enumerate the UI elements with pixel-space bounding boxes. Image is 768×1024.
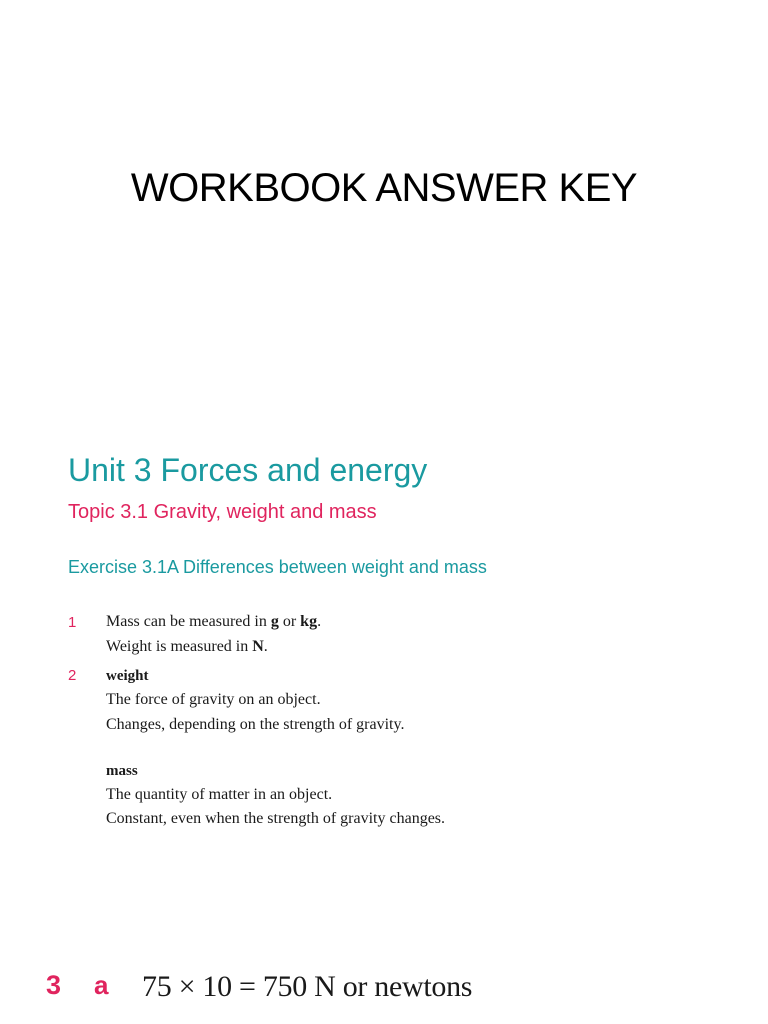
unit-g: g bbox=[270, 613, 279, 630]
exercise-heading: Exercise 3.1A Differences between weight and mass bbox=[68, 557, 487, 577]
question-3a-row bbox=[0, 970, 768, 1010]
term-mass: mass bbox=[106, 763, 138, 779]
unit-n: N bbox=[252, 638, 264, 655]
question-3a-answer: 75 × 10 = 750 N or newtons bbox=[142, 970, 473, 1003]
answer-text: Weight is measured in bbox=[106, 638, 253, 655]
question-number-3: 3 bbox=[46, 970, 62, 1000]
unit-kg: kg bbox=[300, 613, 318, 630]
answer-text: . bbox=[317, 613, 322, 630]
answer-text: . bbox=[263, 638, 268, 655]
answer-text: Mass can be measured in bbox=[106, 613, 271, 630]
answer-text: or bbox=[278, 613, 301, 630]
question-number-2: 2 bbox=[68, 667, 77, 684]
mass-definition-1: The quantity of matter in an object. bbox=[106, 786, 333, 803]
question-number-1: 1 bbox=[68, 614, 77, 631]
question-1-answer-line-2 bbox=[106, 637, 506, 657]
weight-definition-1: The force of gravity on an object. bbox=[106, 691, 321, 708]
mass-definition-2: Constant, even when the strength of gravity changes. bbox=[106, 810, 446, 827]
document-title: WORKBOOK ANSWER KEY bbox=[130, 166, 638, 210]
term-weight: weight bbox=[106, 668, 149, 684]
topic-heading: Topic 3.1 Gravity, weight and mass bbox=[68, 501, 377, 523]
question-part-a: a bbox=[94, 970, 109, 1000]
question-1-answer-line-1 bbox=[106, 612, 506, 632]
weight-definition-2: Changes, depending on the strength of gravity. bbox=[106, 716, 405, 733]
unit-heading: Unit 3 Forces and energy bbox=[68, 452, 428, 488]
